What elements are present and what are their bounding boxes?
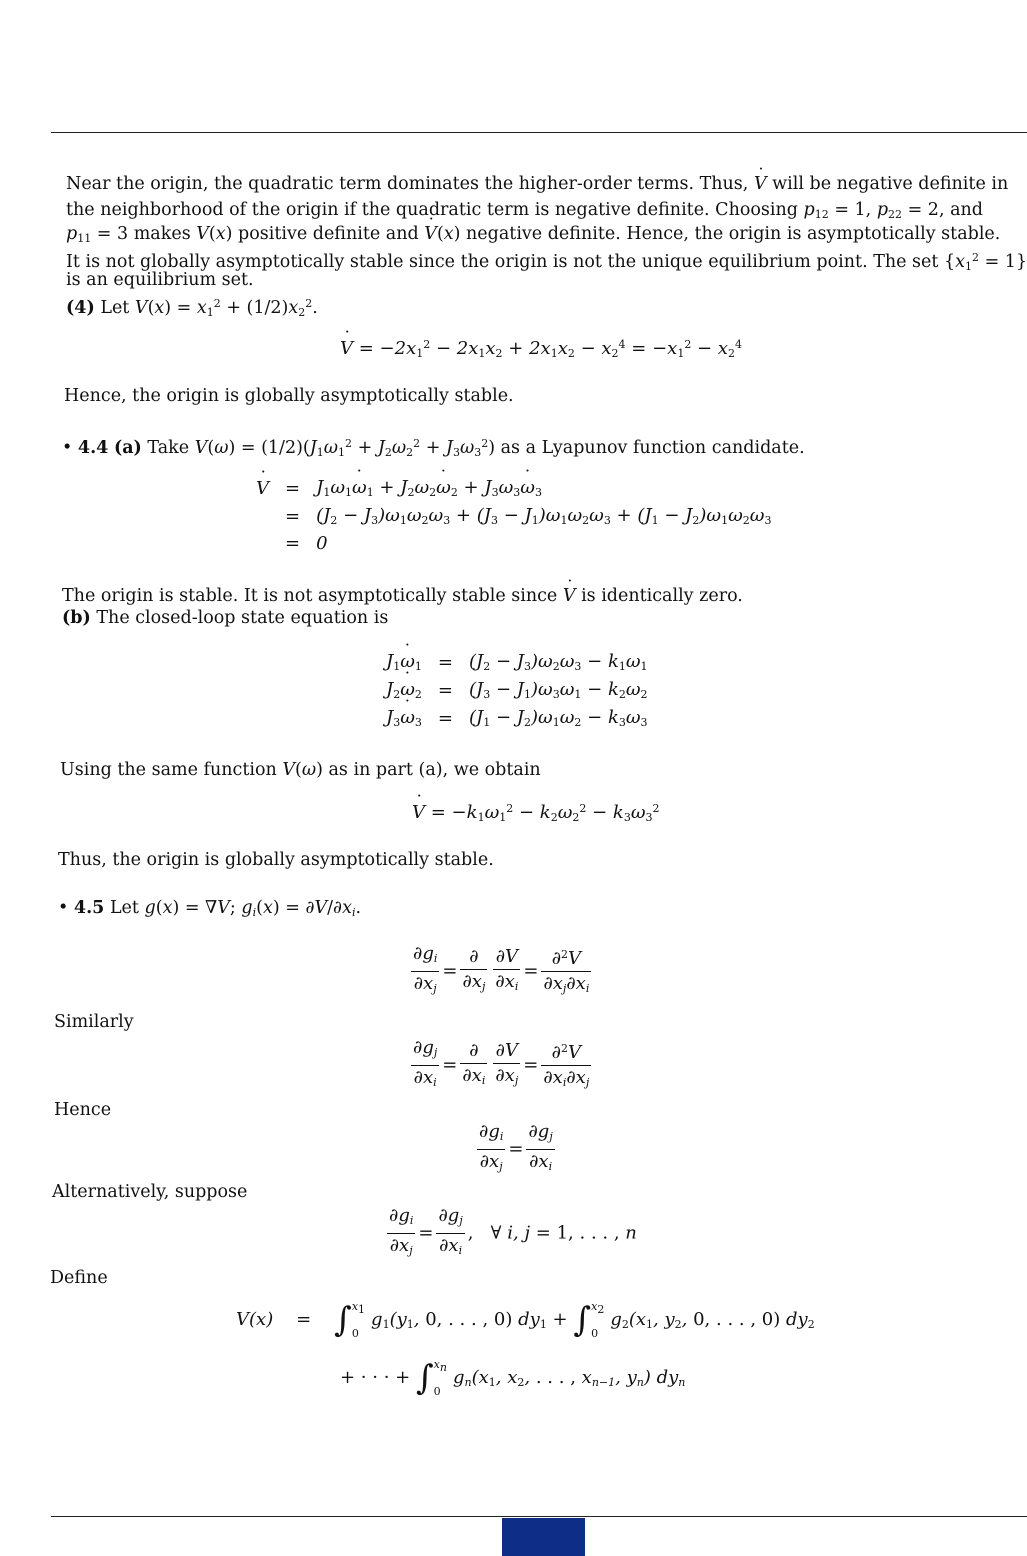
gradient-identity-2: $\frac{\partial g_j}{\partial x_i}$ = $\frac{\partial}{\partial x_i}$ $\frac{\partial V}{\partial x_j}$ = $\frac{\partial^2V}{\partial x_i\partial x_j}$: [413, 1037, 590, 1089]
vdot-equation-4-4b: V ˙ = $-k_1\omega_1^2 - k_2\omega_2^2 - k_3\omega_3^2$: [412, 802, 660, 824]
paragraph-line: Near the origin, the quadratic term dominates the higher-order terms. Thus, V ˙ will be negative definite in: [66, 172, 1008, 196]
top-rule: [51, 132, 1027, 133]
gradient-identity-1: $\frac{\partial g_i}{\partial x_j}$ = $\frac{\partial}{\partial x_j}$ $\frac{\partial V}{\partial x_i}$ = $\frac{\partial^2V}{\partial x_j\partial x_i}$: [413, 943, 590, 995]
symmetry-identity: $\frac{\partial g_i}{\partial x_j}$ = $\frac{\partial g_j}{\partial x_i}$: [479, 1121, 553, 1173]
paragraph-line: is an equilibrium set.: [66, 270, 254, 290]
using-same-function: Using the same function V(ω) as in part (a), we obtain: [60, 760, 541, 780]
paragraph-line: the neighborhood of the origin if the quadratic term is negative definite. Choosing $p_{12} = 1$, $p_{22} = 2$, and: [66, 200, 983, 221]
exercise-4-4-conclusion: Thus, the origin is globally asymptotically stable.: [58, 850, 494, 870]
alternatively-label: Alternatively, suppose: [52, 1182, 248, 1202]
potential-definition-line1: V(x) = $\int x_1$ $0g_1(y_1$, 0, . . . , 0) $dy_1 + \int x_2$ $0g_2(x_1$, $y_2$, 0, . . . , 0) $dy_2$: [236, 1299, 815, 1340]
closed-loop-equations: $J_1\omega$ $˙_1$ = $(J_2 - J_3)\omega_2\omega_3 - k_1\omega_1$ $J_2\omega$ $˙_2$ = $(J_3 - J_1)\omega_3\omega_1 - k_2\omega_2$ $J_3\omega$ $˙_3$ = $(J_1 - J_2)\omega_1\omega_2 - k_3\omega_3$: [378, 648, 656, 732]
part-4-conclusion: Hence, the origin is globally asymptotically stable.: [64, 386, 514, 406]
part-b-heading: (b) The closed-loop state equation is: [62, 608, 389, 628]
exercise-4-4-heading: • 4.4 (a) Take $V(\omega) = (1/2)(J_1\omega_1^2 + J_2\omega_2^2 + J_3\omega_3^2)$ as a Lyapunov function candidate.: [62, 437, 805, 459]
similarly-label: Similarly: [54, 1012, 134, 1032]
exercise-4-5-heading: • 4.5 Let g(x) = ∇V; $g_i(x) = \partial V/\partial x_i$.: [58, 898, 362, 919]
part-4-line: (4) Let $V(x) = x_1^2 + (1/2)x_2^2$.: [66, 297, 318, 319]
paragraph-line: It is not globally asymptotically stable since the origin is not the unique equilibrium point. The set $\{x_1^2 = 1\}$: [66, 251, 1027, 273]
stable-statement: The origin is stable. It is not asymptotically stable since V ˙ is identically zero.: [62, 584, 743, 608]
bottom-rule: [51, 1516, 1027, 1517]
define-label: Define: [50, 1268, 108, 1288]
page-number-tab: [502, 1518, 585, 1556]
symmetry-assumption: $\frac{\partial g_i}{\partial x_j}$ = $\frac{\partial g_j}{\partial x_i}$ , ∀ i, j = 1, . . . , n: [389, 1205, 637, 1257]
hence-label: Hence: [54, 1100, 112, 1120]
potential-definition-line2: + · · · + $\int x_n$ $0g_n(x_1$, $x_2$, . . . , $x_{n-1}$, $y_n$) $dy_n$: [340, 1357, 686, 1398]
vdot-derivation-4-4a: V ˙ = $J_1\omega_1\omega$ $˙_1 + J_2\omega_2\omega$ $˙_2 + J_3\omega_3\omega$ $˙_3$ = $(J_2 - J_3)\omega_1\omega_2\omega_3 + (J_3 - J_1)\omega_1\omega_2\omega_3 + (J_1 - J_2)\omega_1\omega_2\omega_3$ = 0: [248, 474, 779, 557]
vdot-equation-4: V ˙ = $-2x_1^2 - 2x_1x_2 + 2x_1x_2 - x_2^4 = -x_1^2 - x_2^4$: [340, 338, 742, 360]
paragraph-line: $p_{11} = 3$ makes V(x) positive definite and V ˙(x) negative definite. Hence, the origin is asymptotically stable.: [66, 222, 1000, 251]
